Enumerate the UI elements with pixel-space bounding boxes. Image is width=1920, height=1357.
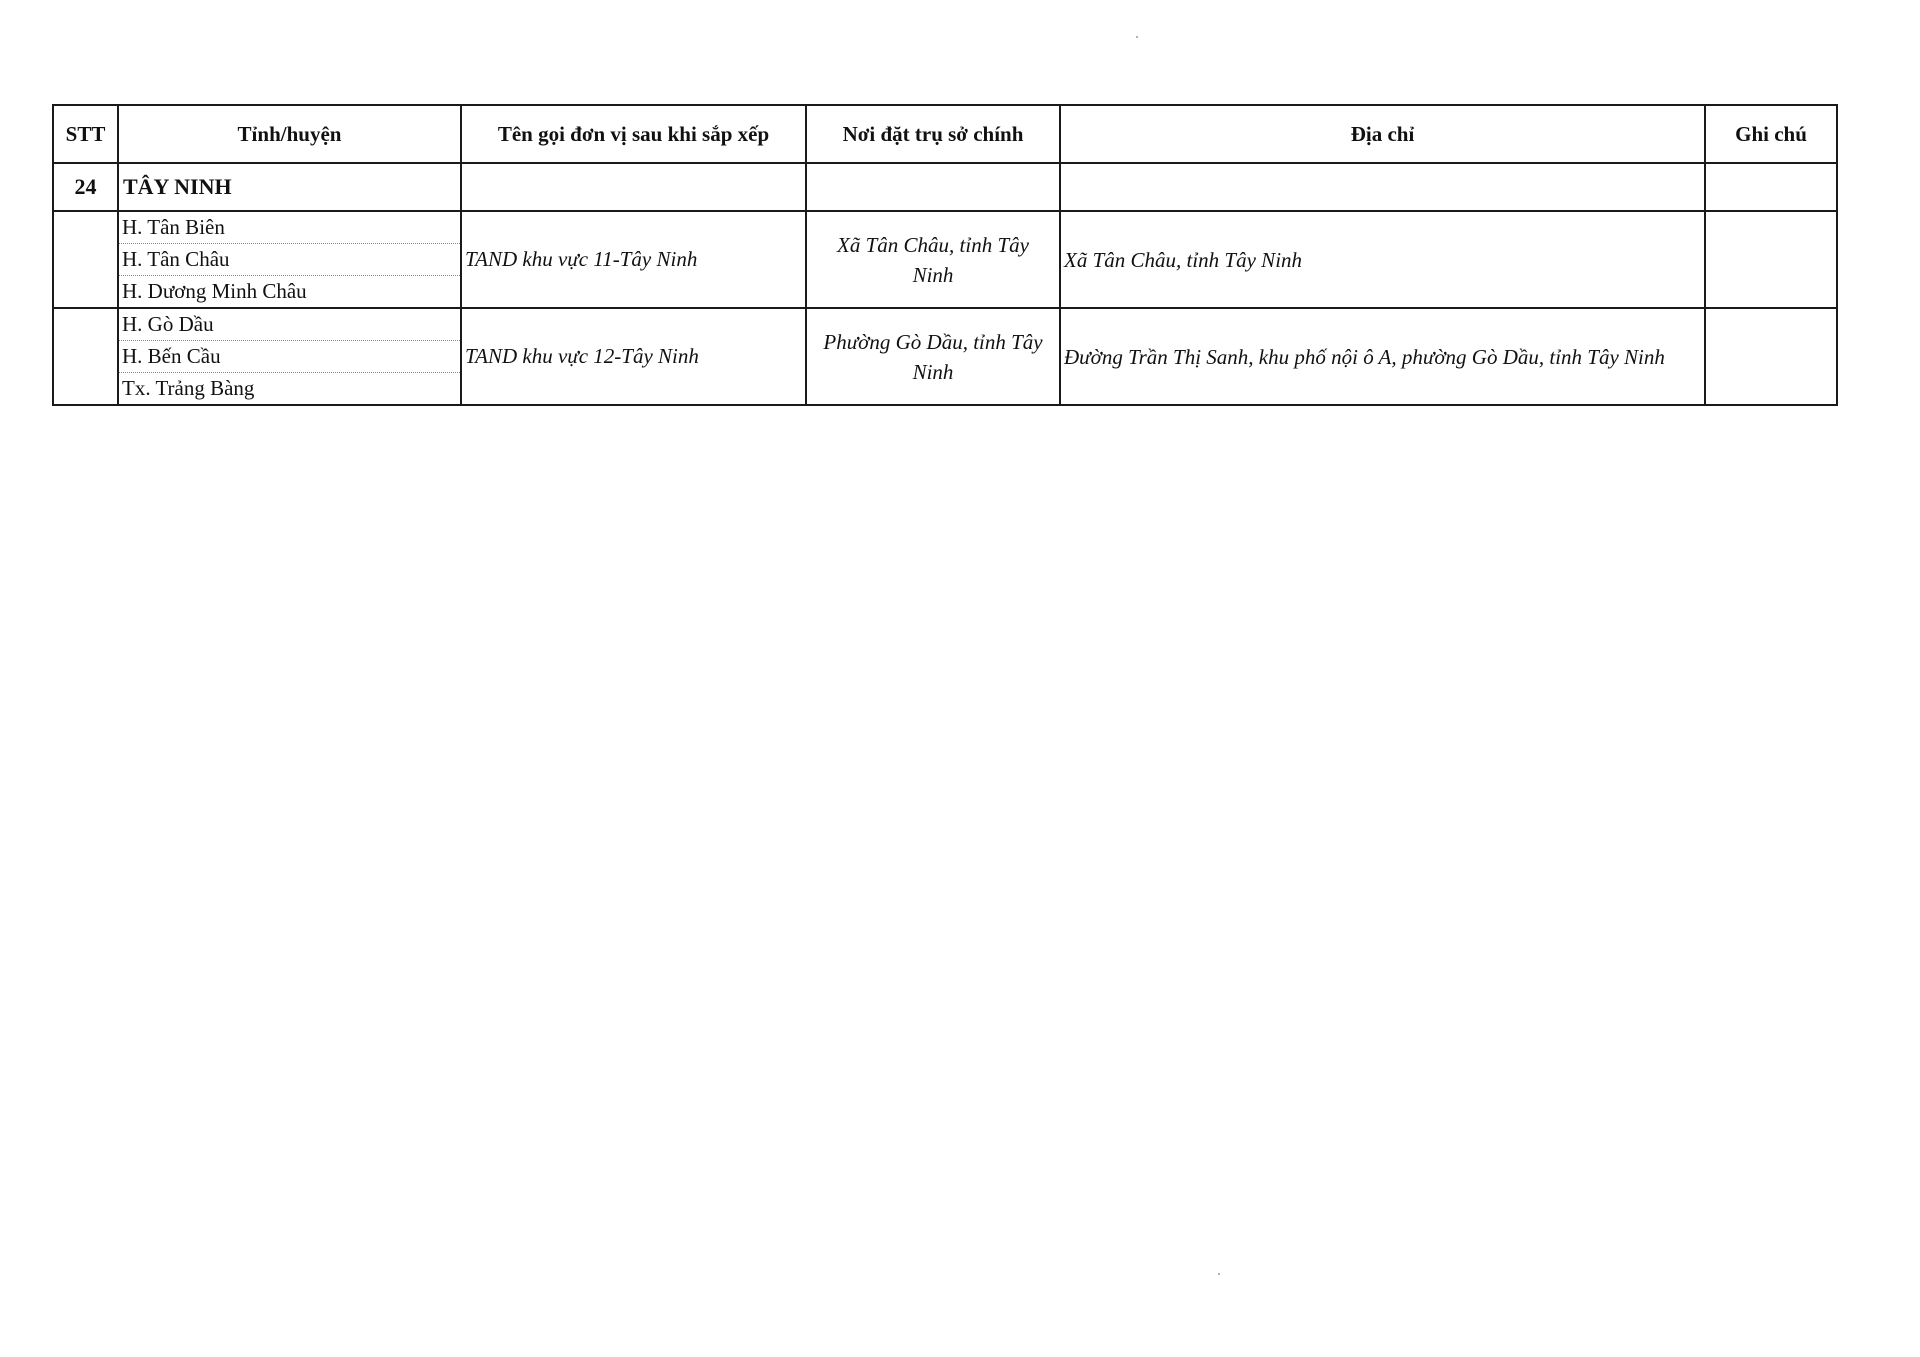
district-item: H. Tân Châu <box>119 244 460 276</box>
address: Xã Tân Châu, tỉnh Tây Ninh <box>1060 211 1705 308</box>
note <box>1705 308 1837 405</box>
province-note-empty <box>1705 163 1837 211</box>
header-district: Tỉnh/huyện <box>118 105 461 163</box>
province-address-empty <box>1060 163 1705 211</box>
district-list <box>119 212 460 307</box>
district-item: H. Gò Dầu <box>119 309 460 341</box>
district-cell <box>118 308 461 405</box>
scan-speck <box>1136 36 1138 38</box>
scan-speck <box>1218 1273 1220 1275</box>
header-seat: Nơi đặt trụ sở chính <box>806 105 1060 163</box>
province-stt: 24 <box>53 163 118 211</box>
header-note: Ghi chú <box>1705 105 1837 163</box>
header-stt: STT <box>53 105 118 163</box>
address: Đường Trần Thị Sanh, khu phố nội ô A, phường Gò Dầu, tỉnh Tây Ninh <box>1060 308 1705 405</box>
seat-location: Phường Gò Dầu, tỉnh Tây Ninh <box>806 308 1060 405</box>
unit-name: TAND khu vực 12-Tây Ninh <box>461 308 806 405</box>
table-row <box>53 308 1837 405</box>
district-item: H. Dương Minh Châu <box>122 279 307 303</box>
province-unit-empty <box>461 163 806 211</box>
seat-location: Xã Tân Châu, tỉnh Tây Ninh <box>806 211 1060 308</box>
province-row <box>53 163 1837 211</box>
note <box>1705 211 1837 308</box>
header-row <box>53 105 1837 163</box>
row-stt-empty <box>53 308 118 405</box>
header-unit: Tên gọi đơn vị sau khi sắp xếp <box>461 105 806 163</box>
court-reorganization-table <box>52 104 1838 406</box>
table-row <box>53 211 1837 308</box>
province-seat-empty <box>806 163 1060 211</box>
district-cell <box>118 211 461 308</box>
district-item: Tx. Trảng Bàng <box>122 376 255 400</box>
district-item: H. Bến Cầu <box>119 341 460 373</box>
province-name: TÂY NINH <box>118 163 461 211</box>
row-stt-empty <box>53 211 118 308</box>
unit-name: TAND khu vực 11-Tây Ninh <box>461 211 806 308</box>
header-address: Địa chỉ <box>1060 105 1705 163</box>
district-item: H. Tân Biên <box>119 212 460 244</box>
district-list <box>119 309 460 404</box>
